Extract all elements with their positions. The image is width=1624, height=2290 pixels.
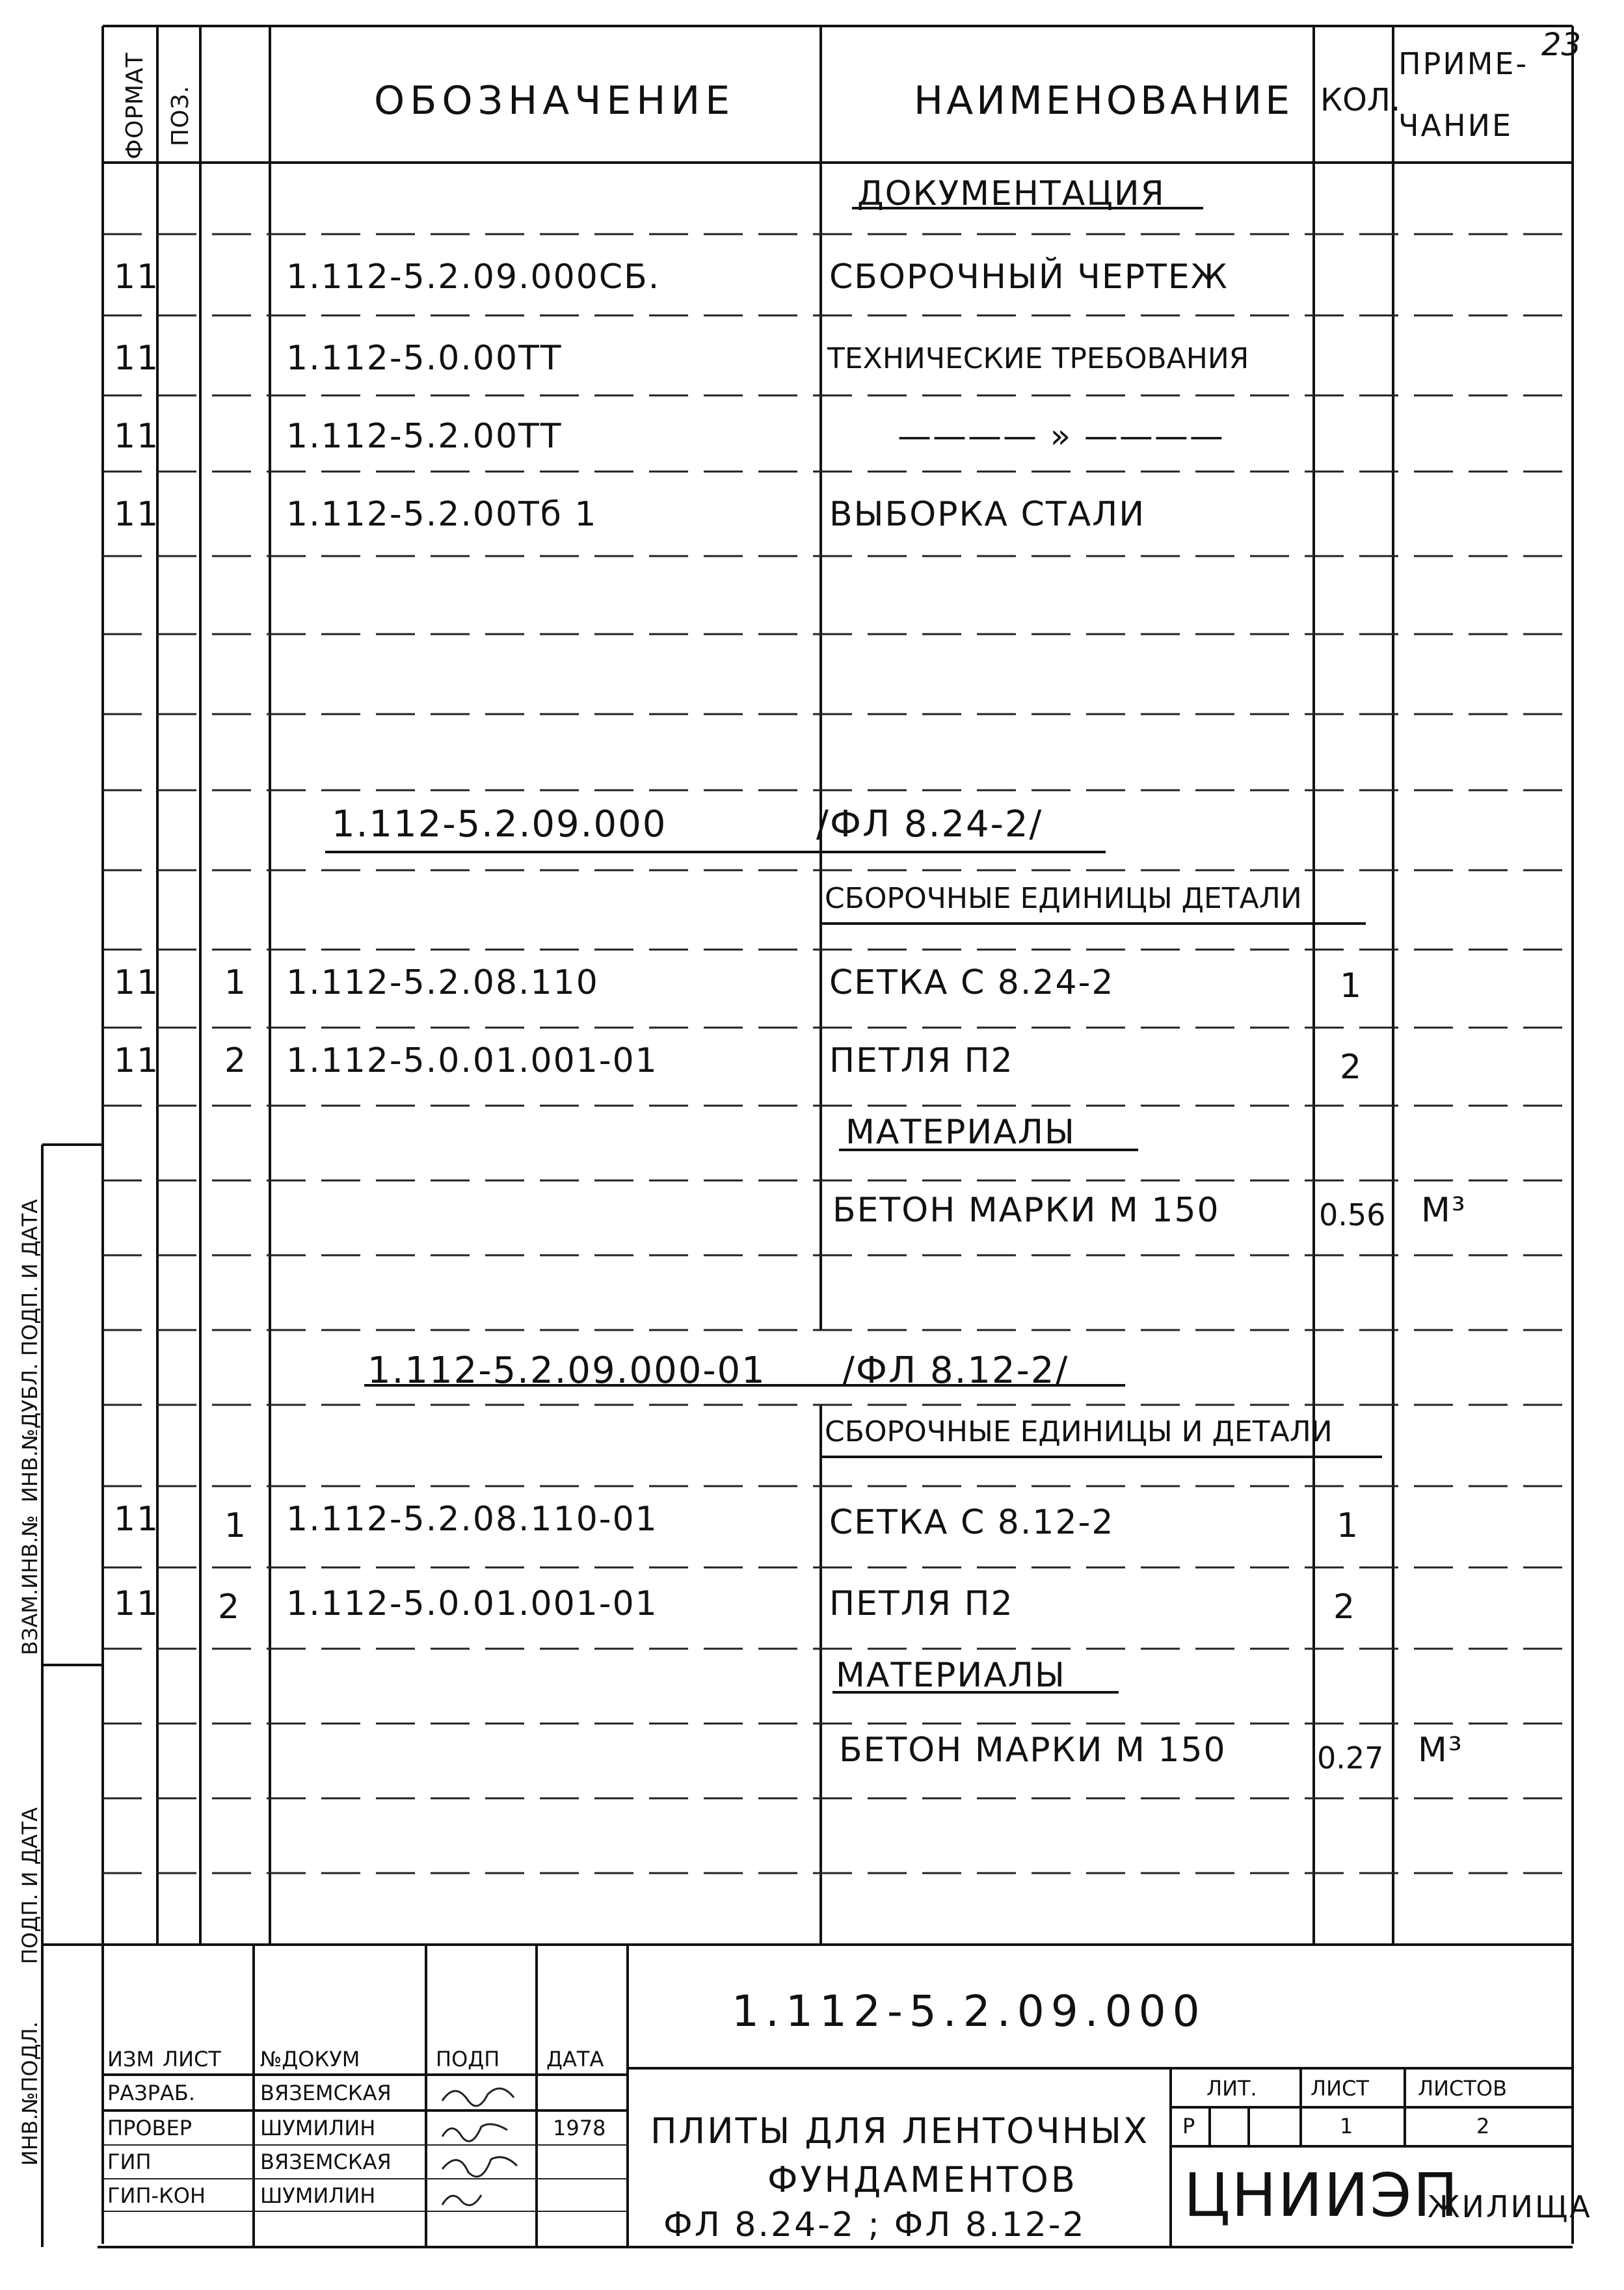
doc-row-designation: 1.112-5.2.00ТТ [286, 417, 563, 456]
role-label: ГИП-КОН [107, 2183, 206, 2208]
item-format: 11 [114, 1041, 160, 1080]
col-izm: ИЗМ [107, 2047, 155, 2071]
margin-podp-data-2: ПОДП. И ДАТА [18, 1807, 42, 1964]
group1-section-units: СБОРОЧНЫЕ ЕДИНИЦЫ ДЕТАЛИ [825, 882, 1302, 915]
lit-value: Р [1182, 2114, 1195, 2138]
role-name: ВЯЗЕМСКАЯ [260, 2150, 392, 2174]
title-line2: ФУНДАМЕНТОВ [767, 2159, 1078, 2200]
section-documentation: ДОКУМЕНТАЦИЯ [857, 174, 1165, 213]
item-name: ПЕТЛЯ П2 [829, 1041, 1014, 1080]
role-name: ШУМИЛИН [260, 2116, 376, 2140]
org-sub: ЖИЛИЩА [1428, 2189, 1592, 2224]
material-unit: М³ [1421, 1191, 1467, 1230]
margin-inv-podl: ИНВ.№ПОДЛ. [18, 2021, 42, 2166]
title-line3: ФЛ 8.24-2 ; ФЛ 8.12-2 [663, 2205, 1086, 2244]
item-pos: 2 [224, 1041, 248, 1080]
item-designation: 1.112-5.0.01.001-01 [286, 1041, 658, 1080]
material-name: БЕТОН МАРКИ М 150 [839, 1731, 1227, 1770]
col-sign: ПОДП [436, 2047, 500, 2071]
header-pos: ПОЗ. [167, 85, 194, 146]
doc-row-format: 11 [114, 495, 160, 534]
material-unit: М³ [1418, 1731, 1463, 1770]
sheet-label: ЛИСТ [1311, 2076, 1369, 2101]
role-date: 1978 [553, 2116, 606, 2140]
header-qty: КОЛ. [1320, 82, 1401, 118]
item-designation: 1.112-5.0.01.001-01 [286, 1584, 658, 1623]
header-format: ФОРМАТ [122, 52, 148, 159]
item-designation: 1.112-5.2.08.110 [286, 963, 599, 1002]
role-name: ШУМИЛИН [260, 2183, 376, 2208]
doc-row-name-ditto: ———— » ———— [898, 417, 1225, 456]
sheet-value: 1 [1340, 2114, 1353, 2138]
sheet-corner-number: 23 [1541, 27, 1582, 63]
col-doc: №ДОКУМ [260, 2047, 360, 2071]
group1-mark: /ФЛ 8.24-2/ [816, 803, 1043, 845]
lit-label: ЛИТ. [1206, 2076, 1257, 2101]
col-list: ЛИСТ [163, 2047, 221, 2071]
group2-title: 1.112-5.2.09.000-01 [367, 1350, 766, 1392]
material-qty: 0.56 [1319, 1197, 1386, 1232]
group2-mark: /ФЛ 8.12-2/ [842, 1350, 1069, 1392]
item-format: 11 [114, 963, 160, 1002]
title-line1: ПЛИТЫ ДЛЯ ЛЕНТОЧНЫХ [650, 2110, 1149, 2151]
doc-row-designation: 1.112-5.2.00Тб 1 [286, 495, 598, 534]
sheets-label: ЛИСТОВ [1418, 2076, 1508, 2101]
doc-number: 1.112-5.2.09.000 [732, 1986, 1206, 2036]
doc-row-name: ТЕХНИЧЕСКИЕ ТРЕБОВАНИЯ [827, 342, 1249, 375]
item-qty: 2 [1340, 1048, 1363, 1087]
item-format: 11 [114, 1500, 160, 1539]
org-main: ЦНИИЭП [1184, 2161, 1459, 2230]
margin-podp-data-1: ПОДП. И ДАТА [18, 1199, 42, 1356]
group1-section-materials: МАТЕРИАЛЫ [845, 1113, 1076, 1152]
doc-row-designation: 1.112-5.0.00ТТ [286, 339, 563, 378]
item-name: СЕТКА С 8.12-2 [829, 1503, 1115, 1542]
item-qty: 1 [1340, 966, 1363, 1005]
item-name: СЕТКА С 8.24-2 [829, 963, 1115, 1002]
doc-row-designation: 1.112-5.2.09.000СБ. [286, 258, 661, 297]
role-name: ВЯЗЕМСКАЯ [260, 2081, 392, 2105]
group1-title: 1.112-5.2.09.000 [332, 803, 667, 845]
sheets-value: 2 [1476, 2114, 1490, 2138]
header-note-line1: ПРИМЕ- [1398, 46, 1529, 81]
item-name: ПЕТЛЯ П2 [829, 1584, 1014, 1623]
doc-row-name: СБОРОЧНЫЙ ЧЕРТЕЖ [829, 258, 1229, 297]
group2-section-units: СБОРОЧНЫЕ ЕДИНИЦЫ И ДЕТАЛИ [825, 1415, 1333, 1448]
item-designation: 1.112-5.2.08.110-01 [286, 1500, 658, 1539]
item-pos: 1 [224, 963, 248, 1002]
role-label: ПРОВЕР [107, 2116, 193, 2140]
item-pos: 2 [218, 1588, 241, 1627]
role-label: ГИП [107, 2150, 152, 2174]
margin-vzam-inv: ВЗАМ.ИНВ.№ [18, 1515, 42, 1655]
header-designation: ОБОЗНАЧЕНИЕ [374, 78, 736, 124]
doc-row-format: 11 [114, 339, 160, 378]
group2-section-materials: МАТЕРИАЛЫ [836, 1656, 1066, 1695]
material-qty: 0.27 [1317, 1740, 1384, 1776]
col-date: ДАТА [546, 2047, 604, 2071]
material-name: БЕТОН МАРКИ М 150 [832, 1191, 1220, 1230]
role-label: РАЗРАБ. [107, 2081, 196, 2105]
doc-row-format: 11 [114, 417, 160, 456]
doc-row-name: ВЫБОРКА СТАЛИ [829, 495, 1146, 534]
header-note-line2: ЧАНИЕ [1398, 108, 1513, 143]
margin-inv-dubl: ИНВ.№ДУБЛ. [18, 1363, 42, 1502]
item-pos: 1 [224, 1506, 248, 1545]
item-format: 11 [114, 1584, 160, 1623]
item-qty: 2 [1333, 1588, 1357, 1627]
header-name: НАИМЕНОВАНИЕ [914, 78, 1294, 124]
item-qty: 1 [1337, 1506, 1360, 1545]
doc-row-format: 11 [114, 258, 160, 297]
